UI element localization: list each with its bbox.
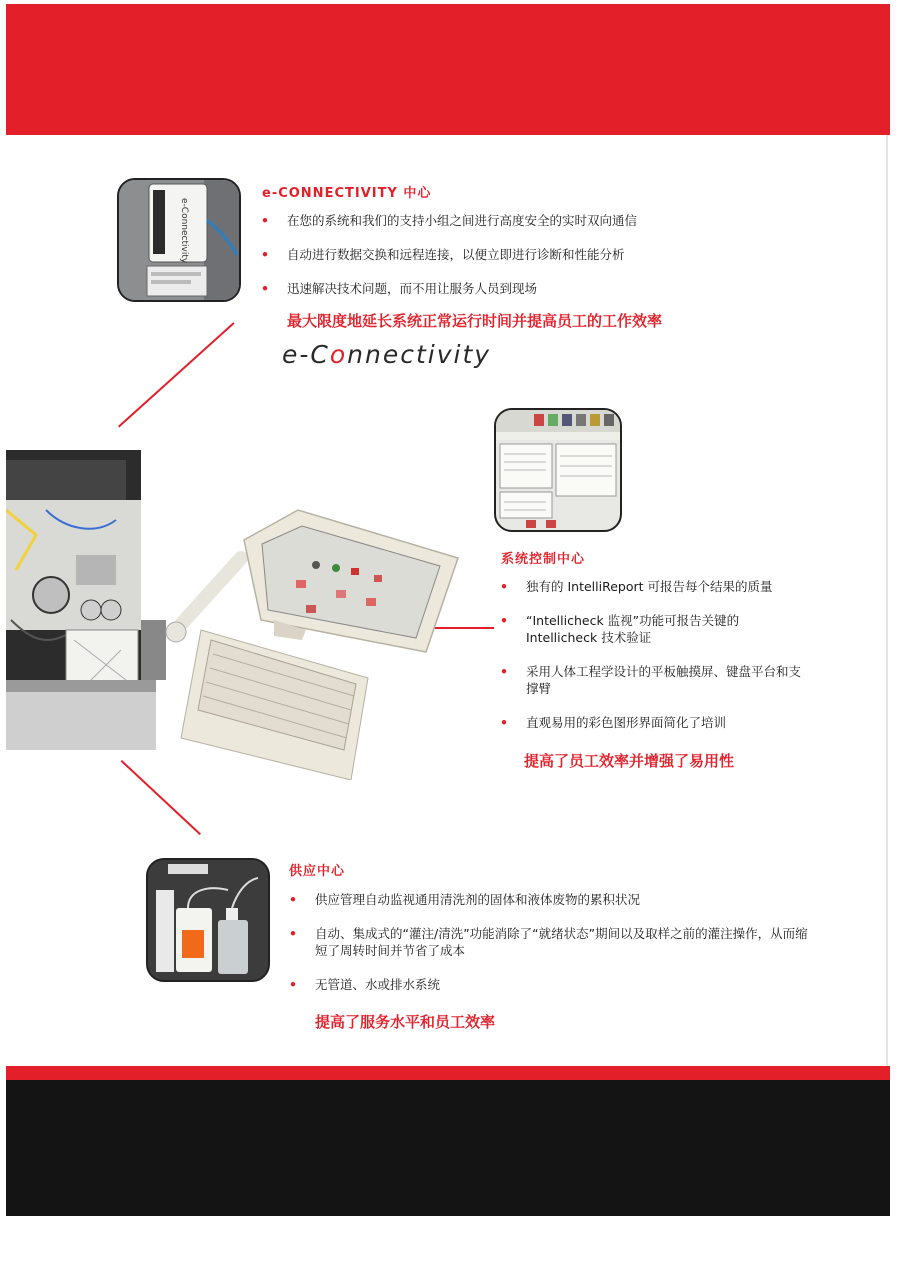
analyzer-workstation-illustration — [6, 440, 466, 780]
bullet-icon: • — [289, 892, 297, 907]
control-bullet-list — [500, 578, 805, 731]
software-screenshot-photo — [494, 408, 622, 532]
bullet-icon: • — [500, 613, 508, 628]
list-item: • 自动、集成式的“灌注/清洗”功能消除了“就绪状态”期间以及取样之前的灌注操作，从而缩短了周转时间并节省了成本 — [289, 926, 808, 958]
bullet-icon: • — [500, 664, 508, 679]
bullet-icon: • — [500, 715, 508, 730]
connectivity-device-photo — [117, 178, 241, 302]
supply-tagline: 提高了服务水平和员工效率 — [315, 1013, 496, 1031]
control-title: 系统控制中心 — [501, 552, 586, 567]
list-item: • 无管道、水或排水系统 — [289, 977, 441, 992]
list-item: • 在您的系统和我们的支持小组之间进行高度安全的实时双向通信 — [261, 213, 638, 228]
list-item: • 自动进行数据交换和远程连接，以便立即进行诊断和性能分析 — [261, 247, 625, 262]
bullet-icon: • — [289, 926, 297, 941]
bottom-black-band — [6, 1080, 890, 1216]
list-item: • 迅速解决技术问题，而不用让服务人员到现场 — [261, 281, 538, 296]
supply-bottles-photo — [146, 858, 270, 982]
list-item: • “Intellicheck 监视”功能可报告关键的 Intellicheck 技术验证 — [500, 613, 740, 645]
e-connectivity-logo: e-Connectivity — [282, 340, 492, 369]
supply-title: 供应中心 — [289, 864, 346, 879]
control-tagline: 提高了员工效率并增强了易用性 — [524, 752, 735, 770]
top-red-band — [6, 4, 890, 135]
svg-text:e-Connectivity: e-Connectivity — [179, 198, 189, 264]
bullet-icon: • — [289, 977, 297, 992]
list-item: • 采用人体工程学设计的平板触摸屏、键盘平台和支撑臂 — [500, 664, 802, 696]
list-item: • 直观易用的彩色图形界面简化了培训 — [500, 715, 727, 730]
bottom-red-band — [6, 1066, 890, 1080]
bullet-icon: • — [261, 281, 269, 296]
connectivity-title: e-CONNECTIVITY 中心 — [262, 186, 432, 201]
connectivity-bullet-list — [261, 212, 731, 297]
bullet-icon: • — [261, 213, 269, 228]
bullet-icon: • — [500, 579, 508, 594]
connector-line — [118, 322, 234, 427]
list-item: • 供应管理自动监视通用清洗剂的固体和液体废物的累积状况 — [289, 892, 641, 907]
bullet-icon: • — [261, 247, 269, 262]
connectivity-tagline: 最大限度地延长系统正常运行时间并提高员工的工作效率 — [287, 312, 663, 330]
page-edge — [886, 135, 888, 1066]
supply-bullet-list — [289, 891, 809, 993]
list-item: • 独有的 IntelliReport 可报告每个结果的质量 — [500, 579, 773, 594]
